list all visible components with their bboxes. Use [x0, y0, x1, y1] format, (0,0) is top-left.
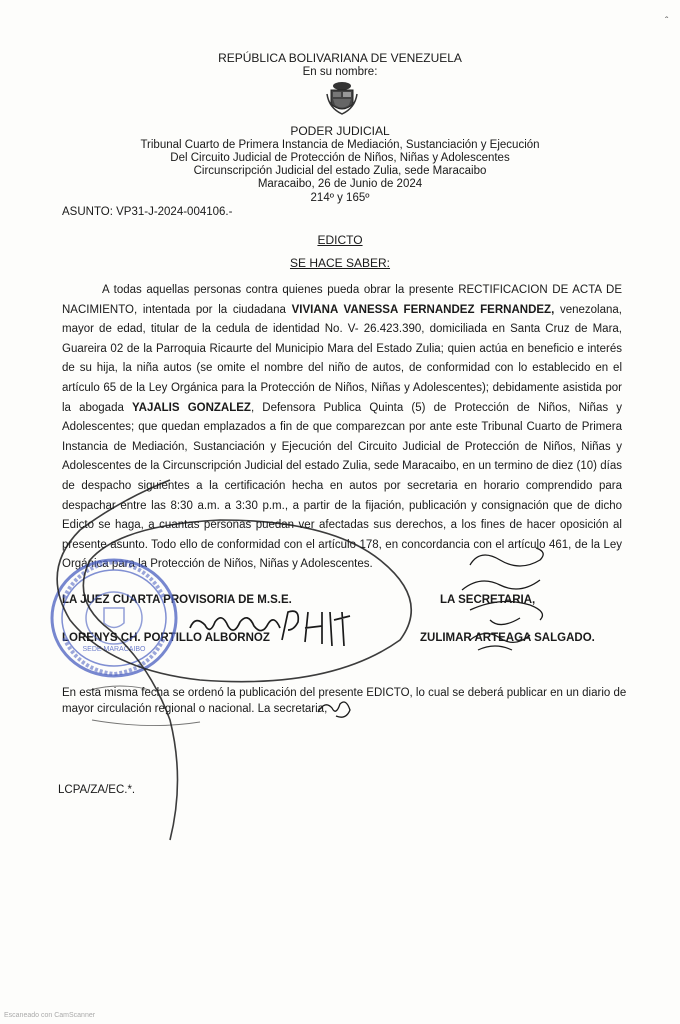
- judge-title: LA JUEZ CUARTA PROVISORIA DE M.S.E.: [62, 594, 292, 606]
- court-line-3: Circunscripción Judicial del estado Zulia, sede Maracaibo: [193, 165, 487, 177]
- court-stamp-icon: [44, 548, 184, 688]
- reference-initials: LCPA/ZA/EC.*.: [58, 784, 136, 796]
- years-line: 214º y 165º: [310, 192, 370, 204]
- court-line-1: Tribunal Cuarto de Primera Instancia de Mediación, Sustanciación y Ejecución: [140, 139, 540, 151]
- se-hace-saber-title: SE HACE SABER:: [289, 256, 391, 270]
- coat-of-arms-icon: [325, 80, 359, 116]
- republic-heading: REPÚBLICA BOLIVARIANA DE VENEZUELA: [218, 51, 462, 65]
- secretary-title: LA SECRETARIA,: [440, 594, 536, 606]
- judge-name: LORENYS CH. PORTILLO ALBORNOZ: [62, 632, 270, 644]
- corner-mark: ˆ: [665, 16, 669, 27]
- secretary-name: ZULIMAR ARTEAGA SALGADO.: [420, 632, 595, 644]
- body-part-2: venezolana, mayor de edad, titular de la cedula de identidad No. V- 26.423.390, domiciliada en Santa Cruz de Mara, Guareira 02 de la Parroquia Ricaurte del Municipio Mara del Estado Zulia; quien actúa en beneficio e interés de su hija, la niña autos (se omite el nombre del niño de autos, de conformidad con lo establecido en el artículo 65 de la Ley Orgánica para la Protección de Niños, Niñas y Adolescentes); debidamente asistida por la abogada: [62, 303, 622, 414]
- attorney-name: YAJALIS GONZALEZ: [132, 401, 251, 414]
- case-number: ASUNTO: VP31-J-2024-004106.-: [62, 206, 233, 218]
- publication-note: En esta misma fecha se ordenó la publicación del presente EDICTO, lo cual se deberá publicar en un diario de mayor circulación regional o nacional. La secretaria,: [62, 687, 627, 715]
- stamp-text: SEDE MARACAIBO: [82, 646, 146, 653]
- edicto-title: EDICTO: [317, 233, 363, 247]
- poder-judicial-heading: PODER JUDICIAL: [290, 124, 390, 138]
- edict-body: [62, 281, 622, 575]
- body-part-1: A todas aquellas personas contra quienes pueda obrar la presente RECTIFICACION DE ACTA DE NACIMIENTO, intentada por la ciudadana: [62, 284, 622, 316]
- date-line: Maracaibo, 26 de Junio de 2024: [257, 178, 423, 190]
- scanner-watermark: Escaneado con CamScanner: [4, 1012, 96, 1019]
- court-line-2: Del Circuito Judicial de Protección de Niños, Niñas y Adolescentes: [170, 152, 510, 164]
- body-part-3: , Defensora Publica Quinta (5) de Protección de Niños, Niñas y Adolescentes; que quedan emplazados a fin de que comparezcan por ante este Tribunal Cuarto de Primera Instancia de Mediación, Sustanciación y Ejecución del Circuito Judicial de Protección de Niños, Niñas y Adolescentes de la Circunscripción Judicial del estado Zulia, sede Maracaibo, en un termino de diez (10) días de despacho siguientes a la certificación hecha en autos por secretaria en horario comprendido para despachar entre las 8:30 a.m. a 3:30 p.m., a partir de la fijación, publicación y consignación que de dicho Edicto se haga, a cuantas personas puedan ver afectadas sus derechos, a los fines de hacer oposición al presente asunto. Todo ello de conformidad con el artículo 178, en concordancia con el artículo 461, de la Ley Orgánica para la Protección de Niños, Niñas y Adolescentes.: [62, 401, 622, 571]
- on-behalf-text: En su nombre:: [302, 66, 378, 78]
- petitioner-name: VIVIANA VANESSA FERNANDEZ FERNANDEZ,: [291, 303, 555, 316]
